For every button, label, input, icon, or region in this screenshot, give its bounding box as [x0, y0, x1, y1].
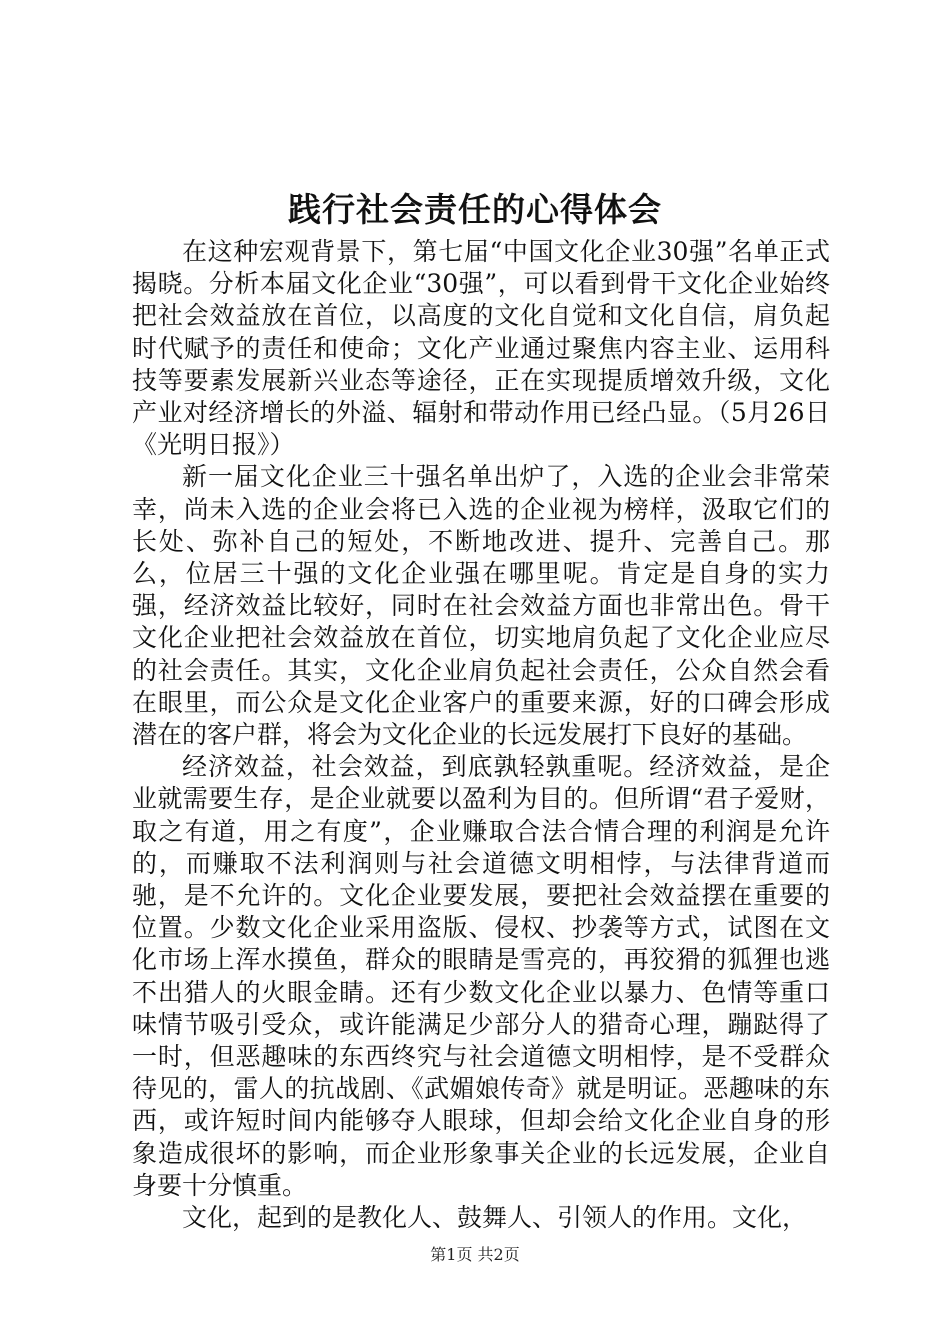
document-title: 践行社会责任的心得体会: [288, 190, 662, 229]
page-footer: 第1页 共2页: [430, 1245, 520, 1264]
paragraph-3: 经济效益，社会效益，到底孰轻孰重呢。经济效益，是企业就需要生存，是企业就要以盈利为目的。但所谓“君子爱财，取之有道，用之有度”，企业赚取合法合情合理的利润是允许的，而赚取不法利润则与社会道德文明相悖，与法律背道而驰，是不允许的。文化企业要发展，要把社会效益摆在重要的位置。少数文化企业采用盗版、侵权、抄袭等方式，试图在文化市场上浑水摸鱼，群众的眼睛是雪亮的，再狡猾的狐狸也逃不出猎人的火眼金睛。还有少数文化企业以暴力、色情等重口味情节吸引受众，或许能满足少部分人的猎奇心理，蹦跶得了一时，但恶趣味的东西终究与社会道德文明相悖，是不受群众待见的，雷人的抗战剧、《武媚娘传奇》就是明证。恶趣味的东西，或许短时间内能够夺人眼球，但却会给文化企业自身的形象造成很坏的影响，而企业形象事关企业的长远发展，企业自身要十分慎重。: [132, 752, 830, 1200]
paragraph-2: 新一届文化企业三十强名单出炉了，入选的企业会非常荣幸，尚未入选的企业会将已入选的企业视为榜样，汲取它们的长处、弥补自己的短处，不断地改进、提升、完善自己。那么，位居三十强的文化企业强在哪里呢。肯定是自身的实力强，经济效益比较好，同时在社会效益方面也非常出色。骨干文化企业把社会效益放在首位，切实地肩负起了文化企业应尽的社会责任。其实，文化企业肩负起社会责任，公众自然会看在眼里，而公众是文化企业客户的重要来源，好的口碑会形成潜在的客户群，将会为文化企业的长远发展打下良好的基础。: [132, 462, 830, 750]
document-body: [132, 236, 830, 1234]
paragraph-1: 在这种宏观背景下，第七届“中国文化企业30强”名单正式揭晓。分析本届文化企业“30强”，可以看到骨干文化企业始终把社会效益放在首位，以高度的文化自觉和文化自信，肩负起时代赋予的责任和使命；文化产业通过聚焦内容主业、运用科技等要素发展新兴业态等途径，正在实现提质增效升级，文化产业对经济增长的外溢、辐射和带动作用已经凸显。（5月26日《光明日报》）: [132, 237, 830, 460]
paragraph-4: 文化，起到的是教化人、鼓舞人、引领人的作用。文化，: [182, 1203, 808, 1233]
